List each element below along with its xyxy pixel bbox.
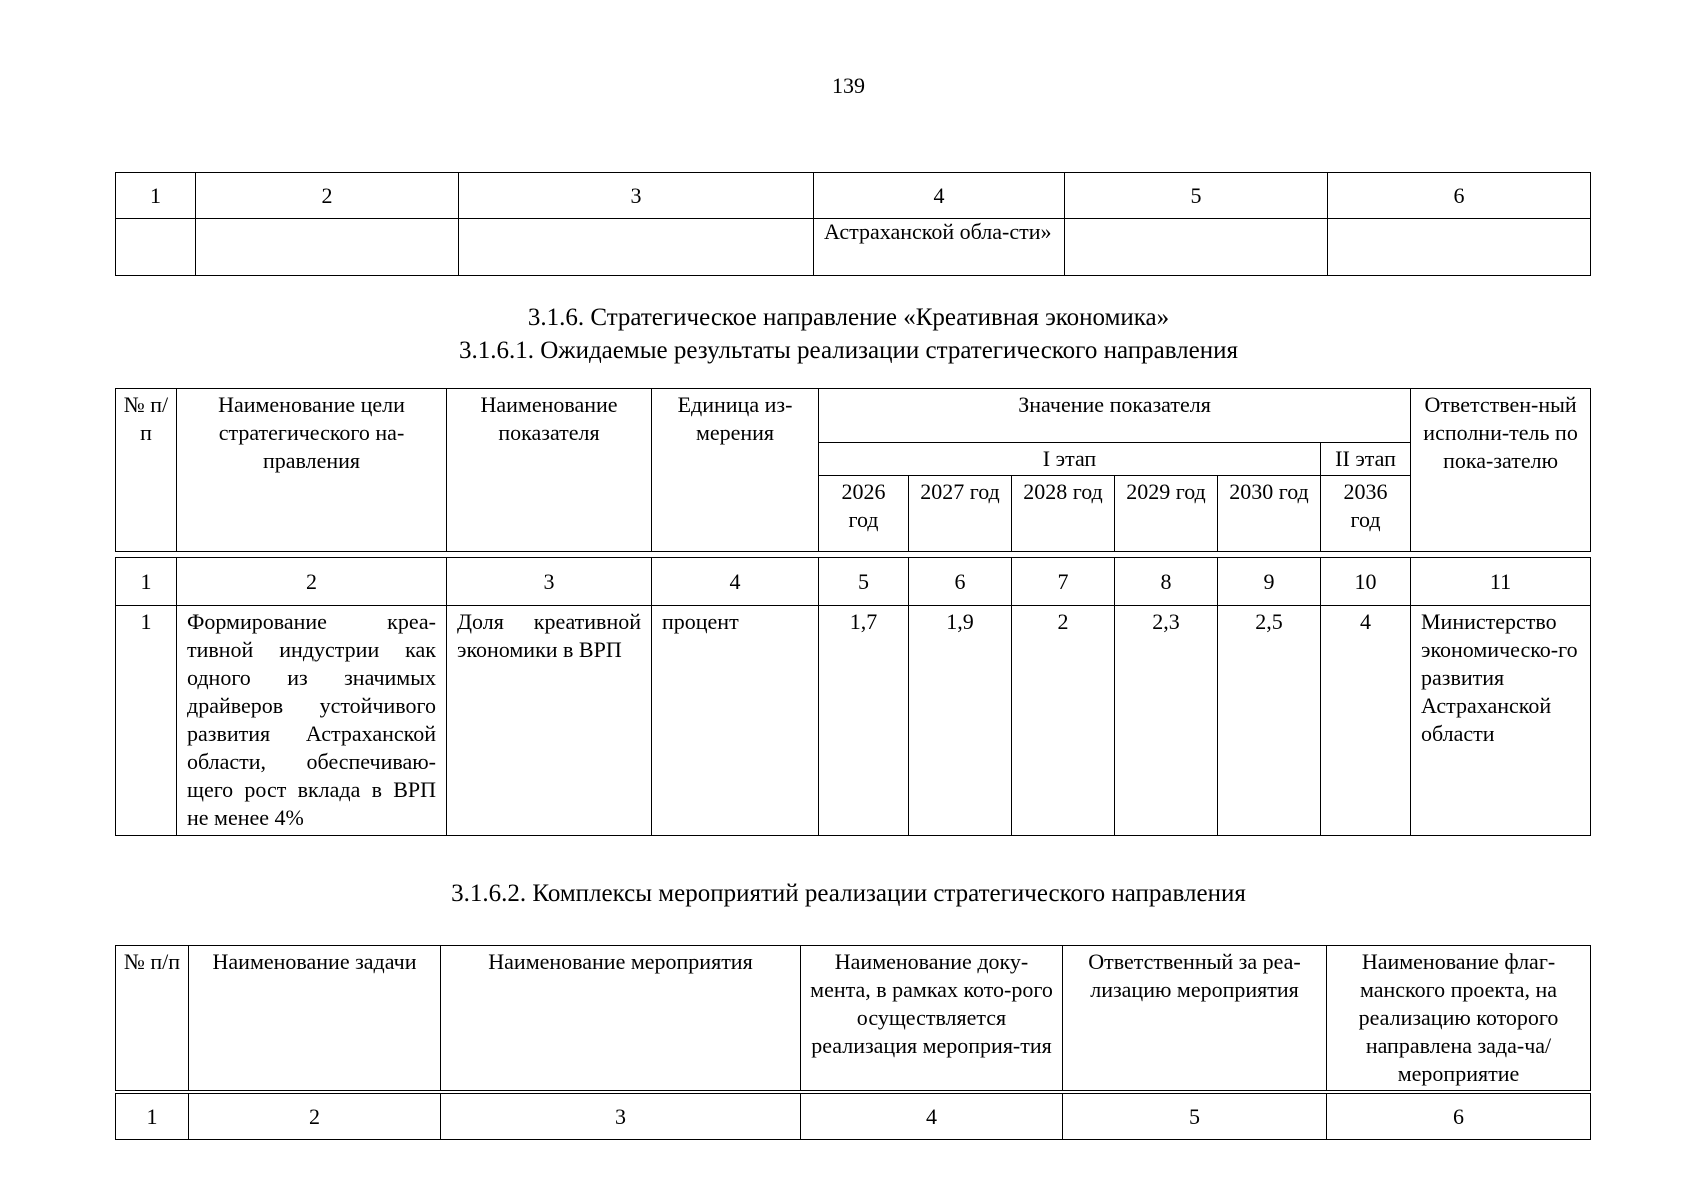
column-number: 5 <box>1065 173 1328 219</box>
column-number: 3 <box>459 173 814 219</box>
column-number: 6 <box>1328 173 1591 219</box>
measures-header-table <box>115 945 1591 1091</box>
header-number: № п/п <box>116 389 177 552</box>
goal-cell: Формирование креа-тивной индустрии как одного из значимых драйверов устойчивого развития Астраханской области, обеспечиваю-щего рост вклада в ВРП не менее 4% <box>177 606 447 836</box>
unit-cell: процент <box>652 606 819 836</box>
column-number: 3 <box>447 558 652 606</box>
section-title: 3.1.6. Стратегическое направление «Креативная экономика» <box>527 304 1170 331</box>
header-document: Наименование доку-мента, в рамках кото-рого осуществляется реализация мероприя-тия <box>801 946 1063 1091</box>
column-number: 5 <box>1063 1094 1327 1140</box>
header-responsible: Ответствен-ный исполни-тель по пока-зателю <box>1411 389 1591 552</box>
table-cell <box>1065 219 1328 276</box>
header-task: Наименование задачи <box>189 946 441 1091</box>
page-number: 139 <box>832 73 865 98</box>
column-number: 1 <box>116 173 196 219</box>
column-number: 7 <box>1012 558 1115 606</box>
responsible-cell: Министерство экономическо-го развития Астраханской области <box>1411 606 1591 836</box>
header-indicator: Наименование показателя <box>447 389 652 552</box>
header-stage-2: II этап <box>1321 443 1411 476</box>
table-cell <box>459 219 814 276</box>
value-cell: 2,3 <box>1115 606 1218 836</box>
results-header-table <box>115 388 1591 552</box>
header-responsible: Ответственный за реа-лизацию мероприятия <box>1063 946 1327 1091</box>
table-cell: Астраханской обла-сти» <box>814 219 1065 276</box>
column-number: 8 <box>1115 558 1218 606</box>
header-measure: Наименование мероприятия <box>441 946 801 1091</box>
value-cell: 2,5 <box>1218 606 1321 836</box>
column-number: 3 <box>441 1094 801 1140</box>
value-cell: 1,7 <box>819 606 909 836</box>
table-cell <box>196 219 459 276</box>
header-stage-1: I этап <box>819 443 1321 476</box>
column-number: 2 <box>196 173 459 219</box>
column-number: 4 <box>814 173 1065 219</box>
table-cell <box>116 219 196 276</box>
column-number: 10 <box>1321 558 1411 606</box>
header-year: 2028 год <box>1012 476 1115 552</box>
column-number: 1 <box>116 1094 189 1140</box>
column-number: 6 <box>1327 1094 1591 1140</box>
column-number: 11 <box>1411 558 1591 606</box>
subsection-title: 3.1.6.2. Комплексы мероприятий реализации стратегического направления <box>451 880 1246 907</box>
header-year: 2026 год <box>819 476 909 552</box>
header-goal: Наименование цели стратегического на-правления <box>177 389 447 552</box>
header-flagship-project: Наименование флаг-манского проекта, на реализацию которого направлена зада-ча/мероприятие <box>1327 946 1591 1091</box>
header-year: 2027 год <box>909 476 1012 552</box>
continuation-table <box>115 172 1591 276</box>
table-cell <box>1328 219 1591 276</box>
value-cell: 2 <box>1012 606 1115 836</box>
header-unit: Единица из-мерения <box>652 389 819 552</box>
header-year: 2036 год <box>1321 476 1411 552</box>
column-number: 2 <box>189 1094 441 1140</box>
value-cell: 1,9 <box>909 606 1012 836</box>
measures-table <box>115 1093 1591 1140</box>
subsection-title: 3.1.6.1. Ожидаемые результаты реализации стратегического направления <box>459 337 1238 364</box>
column-number: 4 <box>652 558 819 606</box>
column-number: 2 <box>177 558 447 606</box>
results-table <box>115 557 1591 836</box>
row-number: 1 <box>116 606 177 836</box>
header-number: № п/п <box>116 946 189 1091</box>
column-number: 9 <box>1218 558 1321 606</box>
column-number: 1 <box>116 558 177 606</box>
indicator-cell: Доля креативной экономики в ВРП <box>447 606 652 836</box>
value-cell: 4 <box>1321 606 1411 836</box>
header-value: Значение показателя <box>819 389 1411 443</box>
column-number: 6 <box>909 558 1012 606</box>
header-year: 2030 год <box>1218 476 1321 552</box>
header-year: 2029 год <box>1115 476 1218 552</box>
column-number: 4 <box>801 1094 1063 1140</box>
table-row <box>116 606 1591 836</box>
column-number: 5 <box>819 558 909 606</box>
